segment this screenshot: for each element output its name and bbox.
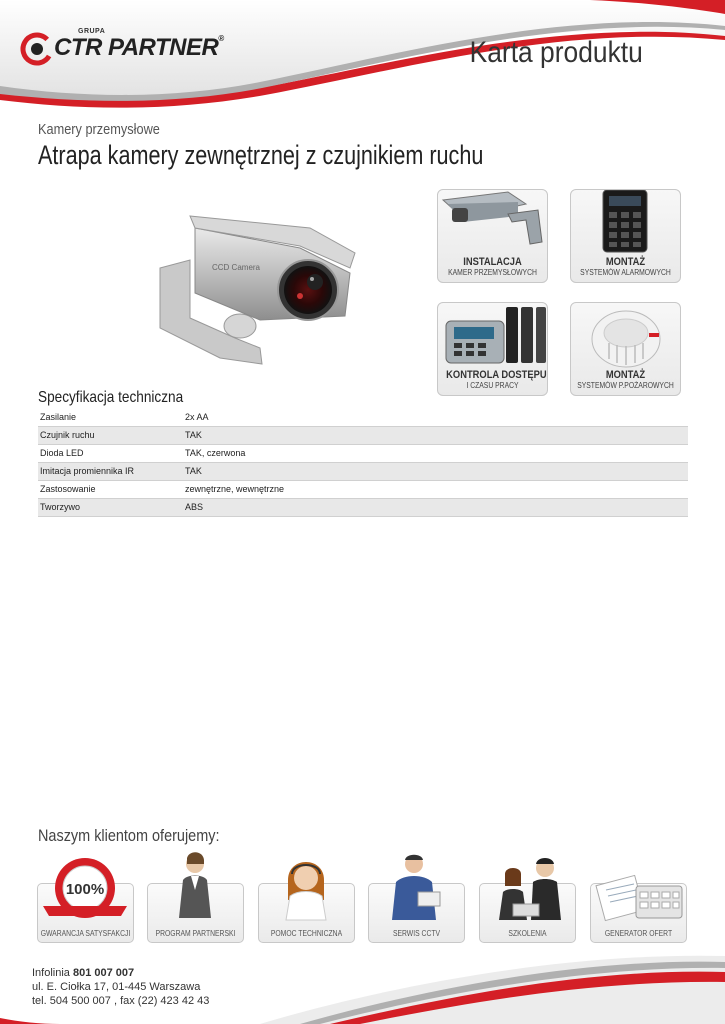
offer-label: GENERATOR OFERT	[604, 929, 673, 938]
product-title: Atrapa kamery zewnętrznej z czujnikiem ruchu	[38, 140, 484, 170]
service-tile-instalacja[interactable]	[437, 189, 548, 283]
satisfaction-badge-icon	[37, 850, 134, 922]
spec-key: Zasilanie	[38, 408, 185, 426]
spec-value: zewnętrzne, wewnętrzne	[185, 480, 688, 498]
ctr-partner-logo[interactable]	[20, 26, 240, 70]
svg-text:CCD Camera: CCD Camera	[212, 263, 261, 272]
spec-table	[38, 408, 688, 517]
calculator-document-icon	[590, 850, 687, 922]
offer-label: PROGRAM PARTNERSKI	[155, 929, 236, 938]
spec-title: Specyfikacja techniczna	[38, 389, 184, 406]
service-subtitle: SYSTEMÓW ALARMOWYCH	[580, 268, 671, 277]
logo-name: CTR PARTNER®	[54, 34, 224, 61]
logo-c-icon	[20, 32, 54, 66]
support-agent-icon	[258, 850, 355, 922]
spec-key: Czujnik ruchu	[38, 426, 185, 444]
offer-label: SZKOLENIA	[508, 929, 547, 938]
service-title: INSTALACJA	[463, 256, 522, 268]
page-header	[0, 0, 725, 110]
service-tile-montaz-alarm[interactable]	[570, 189, 681, 283]
service-tile-montaz-ppoz[interactable]	[570, 302, 681, 396]
infolinia: Infolinia 801 007 007	[32, 967, 135, 979]
spec-value: 2x AA	[185, 408, 688, 426]
smoke-detector-icon	[571, 303, 681, 373]
table-row	[38, 444, 688, 462]
spec-key: Tworzywo	[38, 498, 185, 516]
address: ul. E. Ciołka 17, 01-445 Warszawa	[32, 981, 201, 993]
training-people-icon	[479, 850, 576, 922]
table-row	[38, 462, 688, 480]
offer-label: POMOC TECHNICZNA	[270, 929, 343, 938]
product-category: Kamery przemysłowe	[38, 121, 160, 138]
table-row	[38, 498, 688, 516]
table-row	[38, 408, 688, 426]
cctv-camera-icon	[438, 190, 548, 260]
offer-label: SERWIS CCTV	[392, 929, 441, 938]
phones: tel. 504 500 007 , fax (22) 423 42 43	[32, 995, 210, 1007]
service-title: MONTAŻ	[605, 256, 646, 268]
spec-value: TAK	[185, 426, 688, 444]
technician-icon	[368, 850, 465, 922]
spec-key: Dioda LED	[38, 444, 185, 462]
service-tile-kontrola[interactable]	[437, 302, 548, 396]
logo-grupa-text: GRUPA	[78, 28, 106, 35]
spec-value: ABS	[185, 498, 688, 516]
service-title: KONTROLA DOSTĘPU	[446, 369, 547, 381]
service-subtitle: KAMER PRZEMYSŁOWYCH	[448, 268, 537, 277]
service-title: MONTAŻ	[605, 369, 646, 381]
spec-key: Imitacja promiennika IR	[38, 462, 185, 480]
spec-value: TAK	[185, 462, 688, 480]
svg-text:100%: 100%	[65, 881, 105, 898]
businesswoman-icon	[147, 850, 244, 922]
product-image	[150, 198, 365, 368]
infolinia-number[interactable]: 801 007 007	[72, 967, 135, 979]
access-control-icon	[438, 303, 548, 373]
service-subtitle: SYSTEMÓW P.POŻAROWYCH	[577, 381, 674, 390]
table-row	[38, 426, 688, 444]
page-title: Karta produktu	[469, 36, 643, 69]
contact-info	[32, 966, 209, 1008]
table-row	[38, 480, 688, 498]
spec-key: Zastosowanie	[38, 480, 185, 498]
alarm-keypad-icon	[571, 190, 681, 260]
offer-title: Naszym klientom oferujemy:	[38, 826, 220, 845]
offer-label: GWARANCJA SATYSFAKCJI	[40, 929, 131, 938]
service-subtitle: I CZASU PRACY	[466, 381, 519, 390]
spec-value: TAK, czerwona	[185, 444, 688, 462]
